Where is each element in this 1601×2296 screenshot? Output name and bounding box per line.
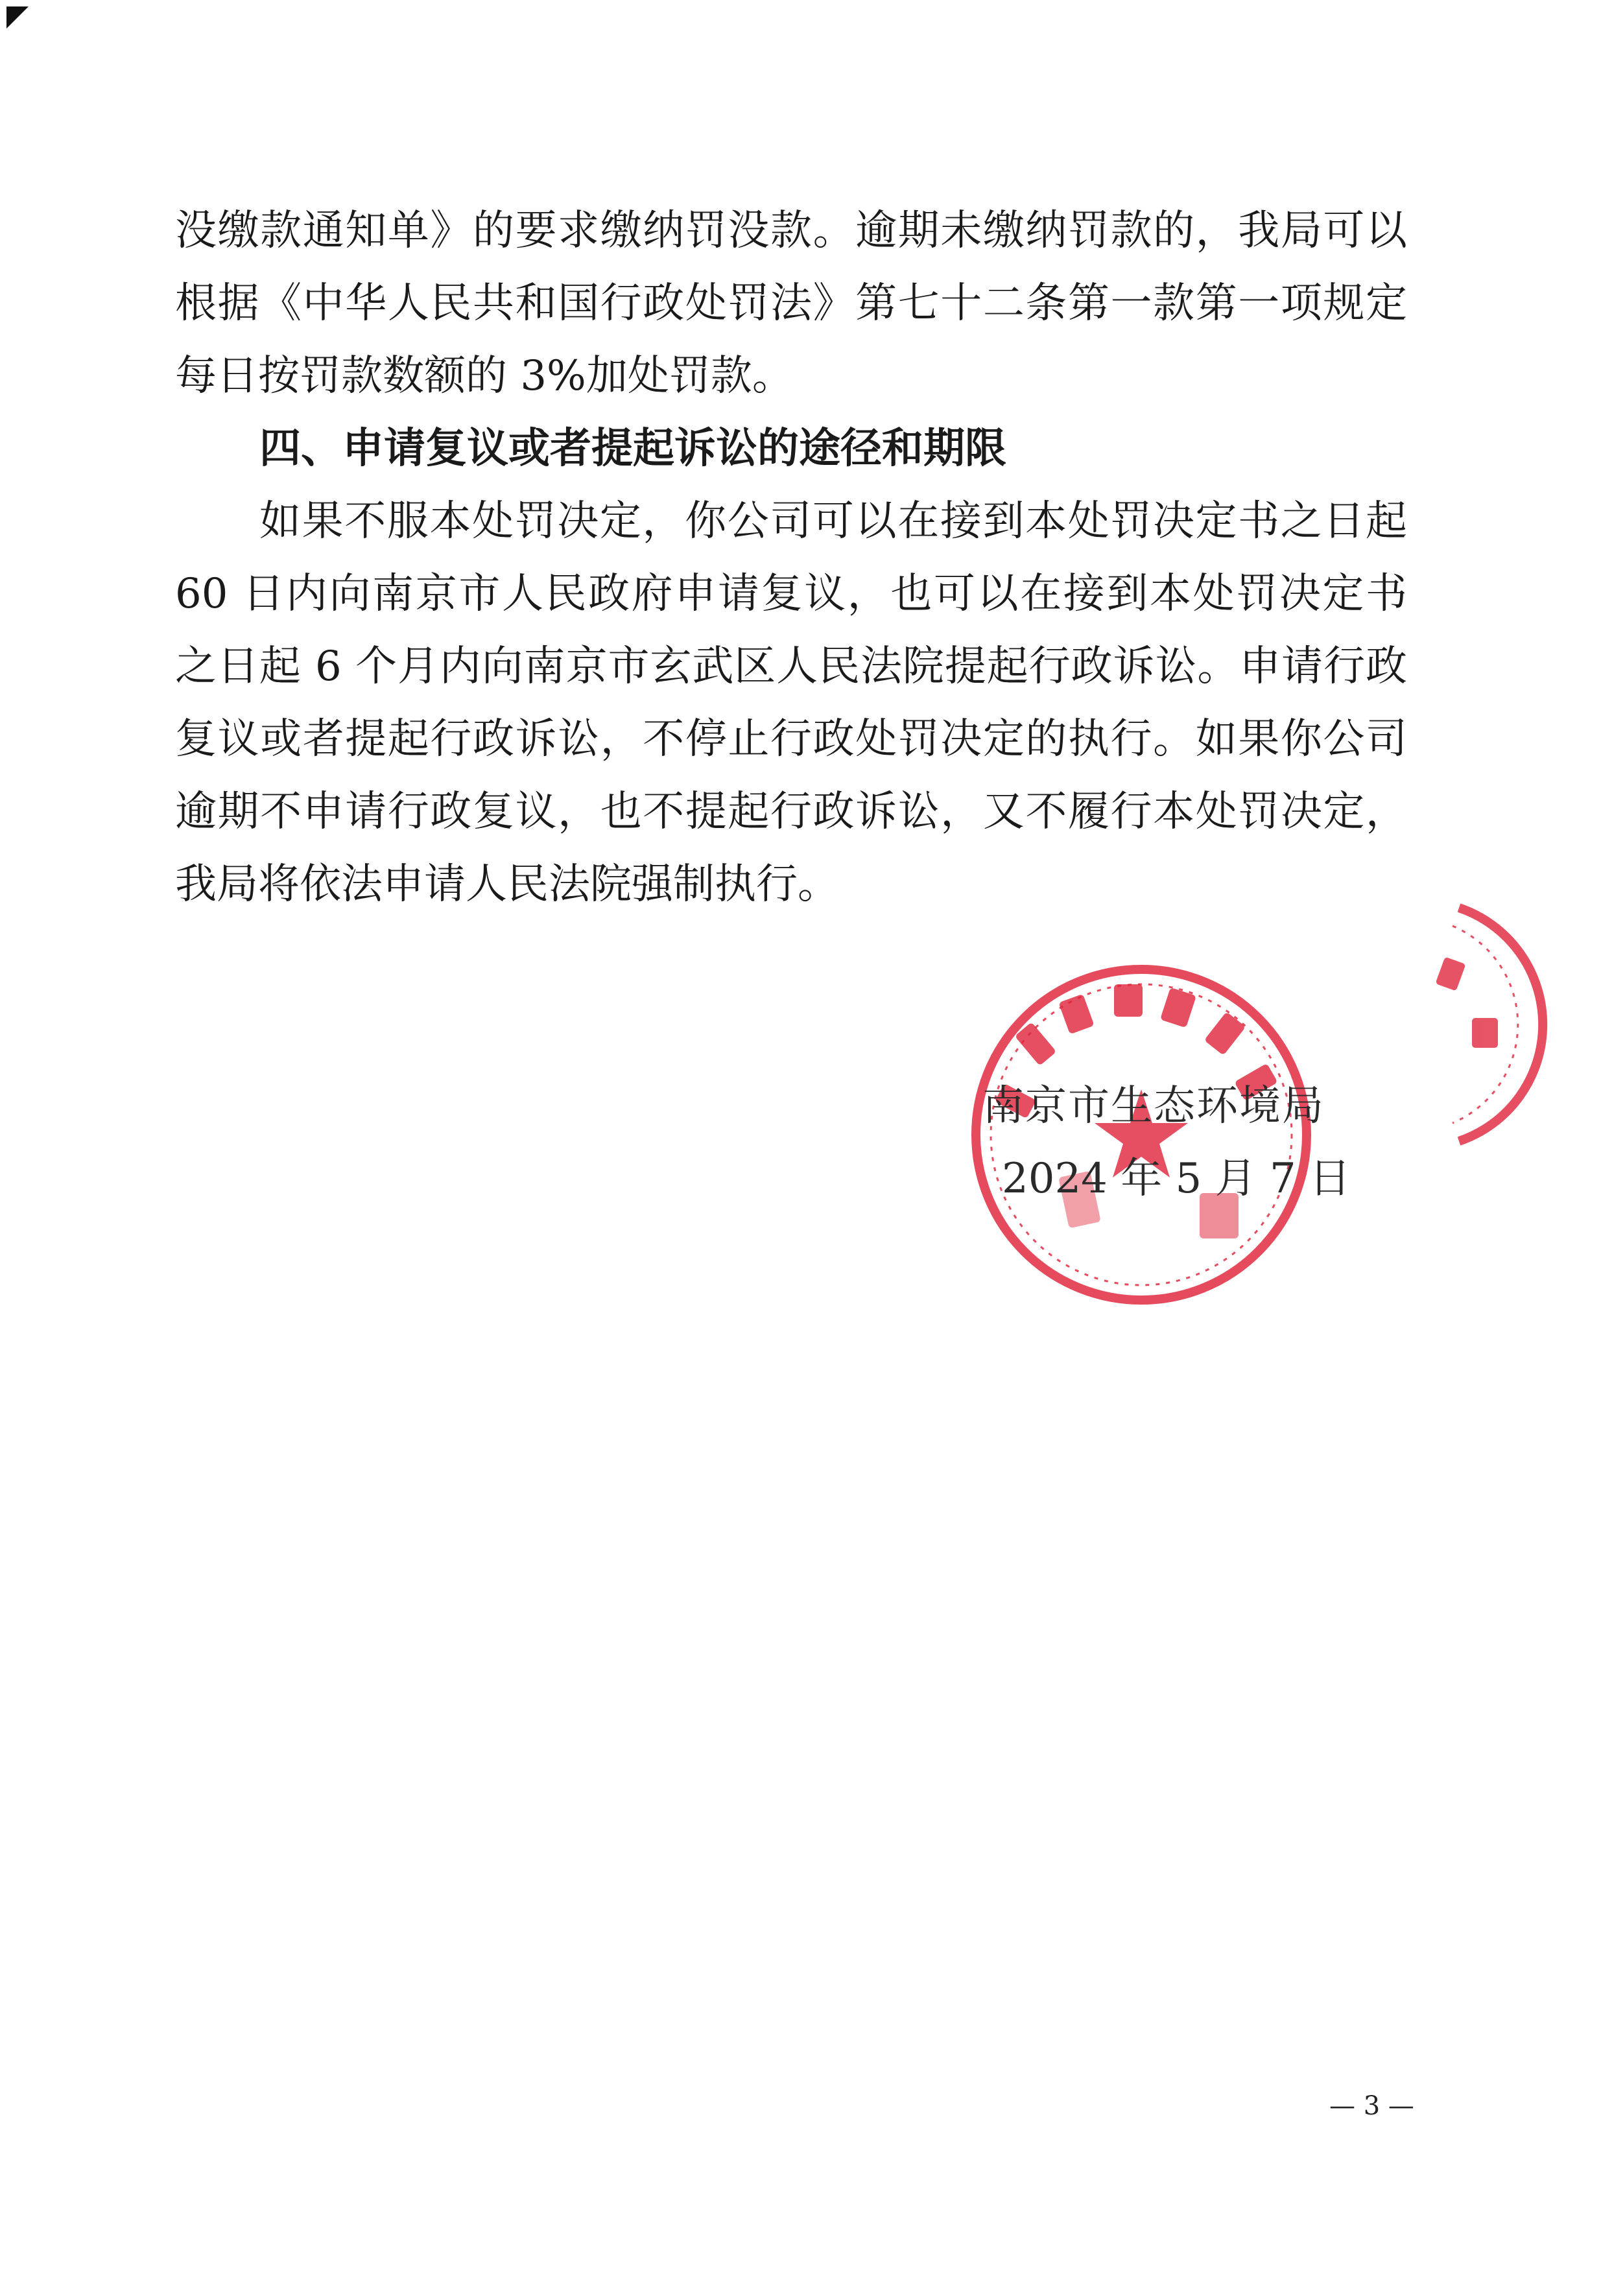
signature-block <box>982 1070 1351 1215</box>
issuing-organization: 南京市生态环境局 <box>982 1082 1325 1130</box>
body-line: 每日按罚款数额的 3%加处罚款。 <box>175 352 794 400</box>
page-number: — 3 — <box>1329 2091 1414 2121</box>
body-line: 没缴款通知单》的要求缴纳罚没款。逾期未缴纳罚款的，我局可以 <box>175 207 1407 255</box>
body-line: 如果不服本处罚决定，你公司可以在接到本处罚决定书之日起 <box>259 497 1407 545</box>
body-line: 逾期不申请行政复议，也不提起行政诉讼，又不履行本处罚决定， <box>175 788 1407 836</box>
body-line: 我局将依法申请人民法院强制执行。 <box>175 860 839 908</box>
section-heading: 四、申请复议或者提起诉讼的途径和期限 <box>259 425 1006 473</box>
scan-corner-mark <box>6 6 29 29</box>
body-line: 之日起 6 个月内向南京市玄武区人民法院提起行政诉讼。申请行政 <box>175 643 1407 691</box>
body-line: 复议或者提起行政诉讼，不停止行政处罚决定的执行。如果你公司 <box>175 715 1407 763</box>
issue-date: 2024 年 5 月 7 日 <box>1002 1155 1351 1203</box>
document-body <box>175 195 1407 921</box>
body-line: 根据《中华人民共和国行政处罚法》第七十二条第一款第一项规定 <box>175 279 1407 327</box>
body-line: 60 日内向南京市人民政府申请复议，也可以在接到本处罚决定书 <box>175 570 1407 618</box>
paging-seal <box>1414 895 1582 1154</box>
